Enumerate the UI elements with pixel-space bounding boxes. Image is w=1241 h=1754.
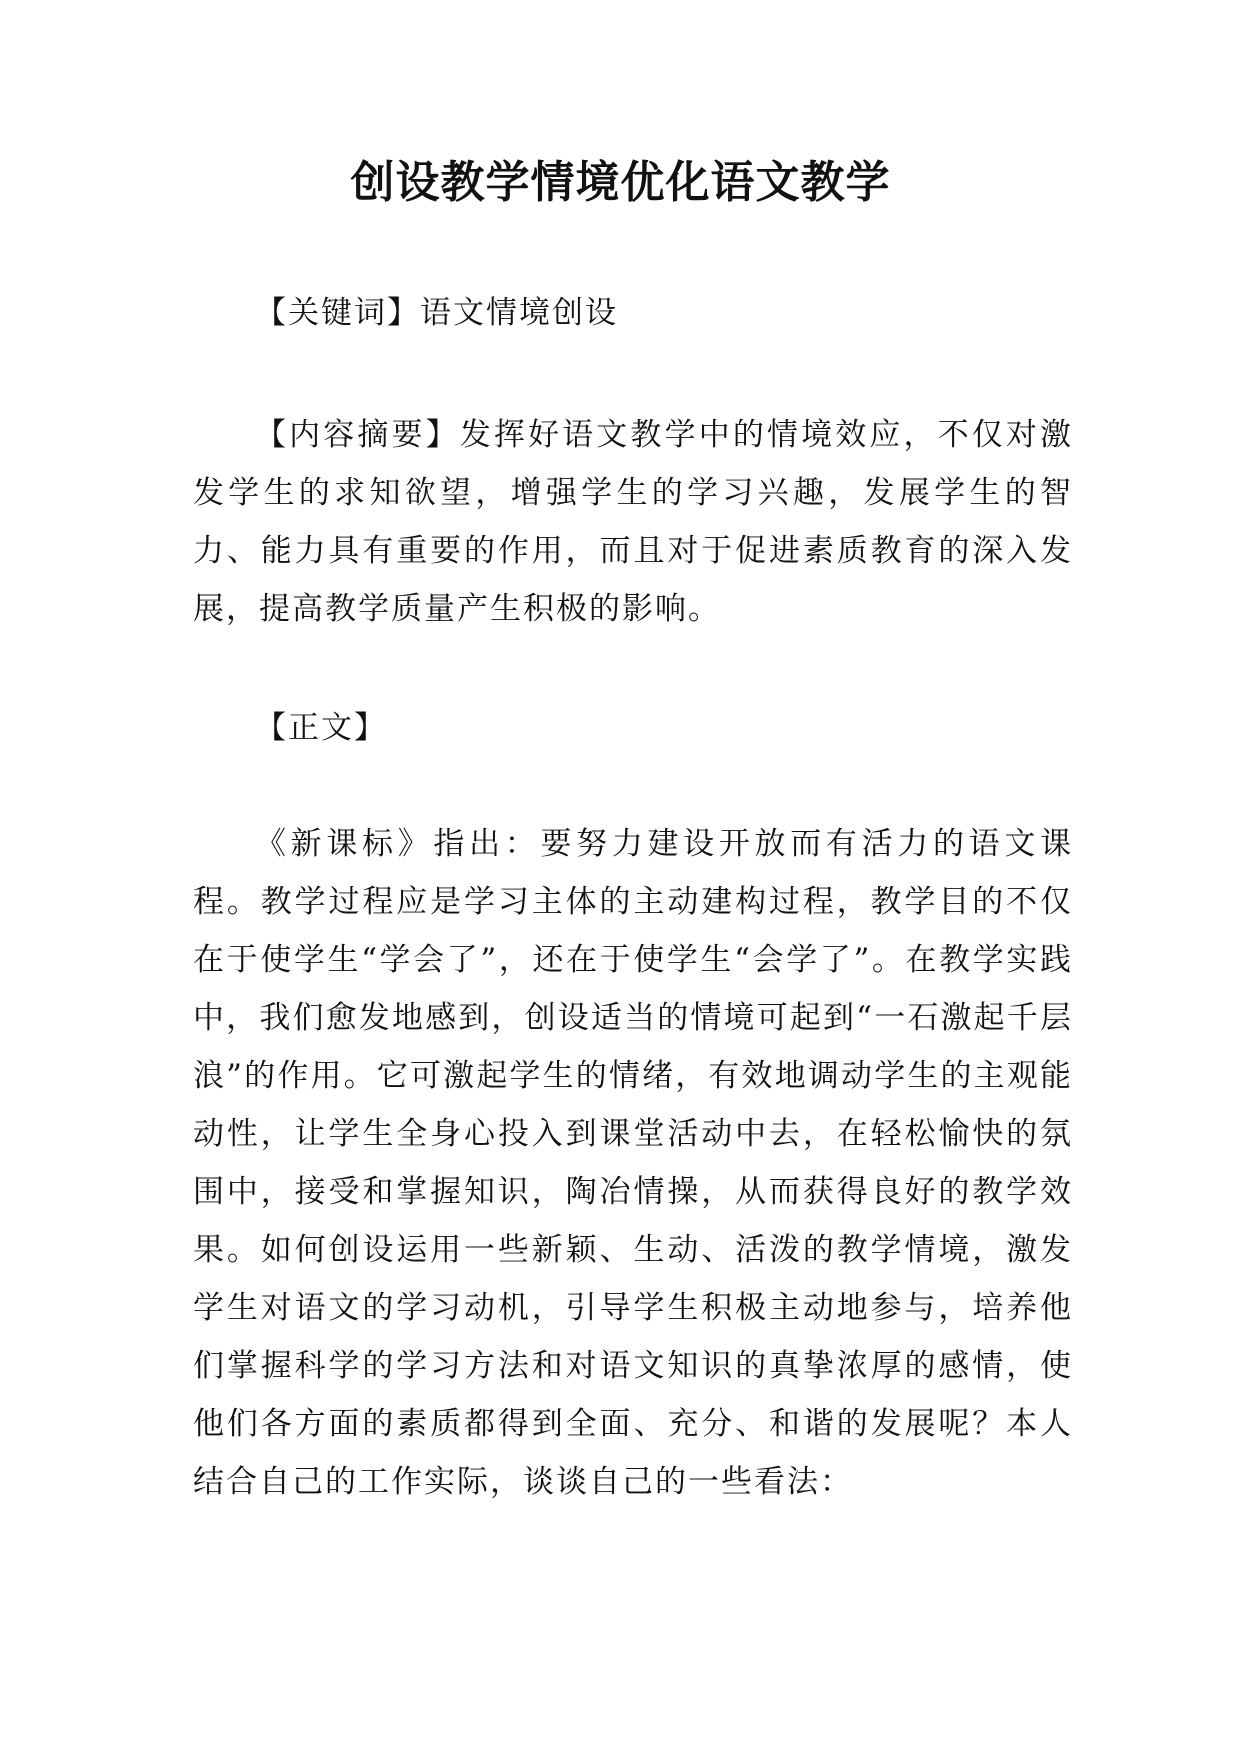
body-paragraph: 《新课标》指出：要努力建设开放而有活力的语文课程。教学过程应是学习主体的主动建构过程，教学目的不仅在于使学生“学会了”，还在于使学生“会学了”。在教学实践中，我们愈发地感到，创设适当的情境可起到“一石激起千层浪”的作用。它可激起学生的情绪，有效地调动学生的主观能动性，让学生全身心投入到课堂活动中去，在轻松愉快的氛围中，接受和掌握知识，陶冶情操，从而获得良好的教学效果。如何创设运用一些新颖、生动、活泼的教学情境，激发学生对语文的学习动机，引导学生积极主动地参与，培养他们掌握科学的学习方法和对语文知识的真挚浓厚的感情，使他们各方面的素质都得到全面、充分、和谐的发展呢？本人结合自己的工作实际，谈谈自己的一些看法： [193,826,1073,1500]
keywords-line: 【关键词】语文情境创设 [255,295,618,331]
body-heading: 【正文】 [255,710,387,746]
abstract-paragraph: 【内容摘要】发挥好语文教学中的情境效应，不仅对激发学生的求知欲望，增强学生的学习兴趣，发展学生的智力、能力具有重要的作用，而且对于促进素质教育的深入发展，提高教学质量产生积极的影响。 [193,417,1073,627]
document-title: 创设教学情境优化语文教学 [350,157,891,208]
